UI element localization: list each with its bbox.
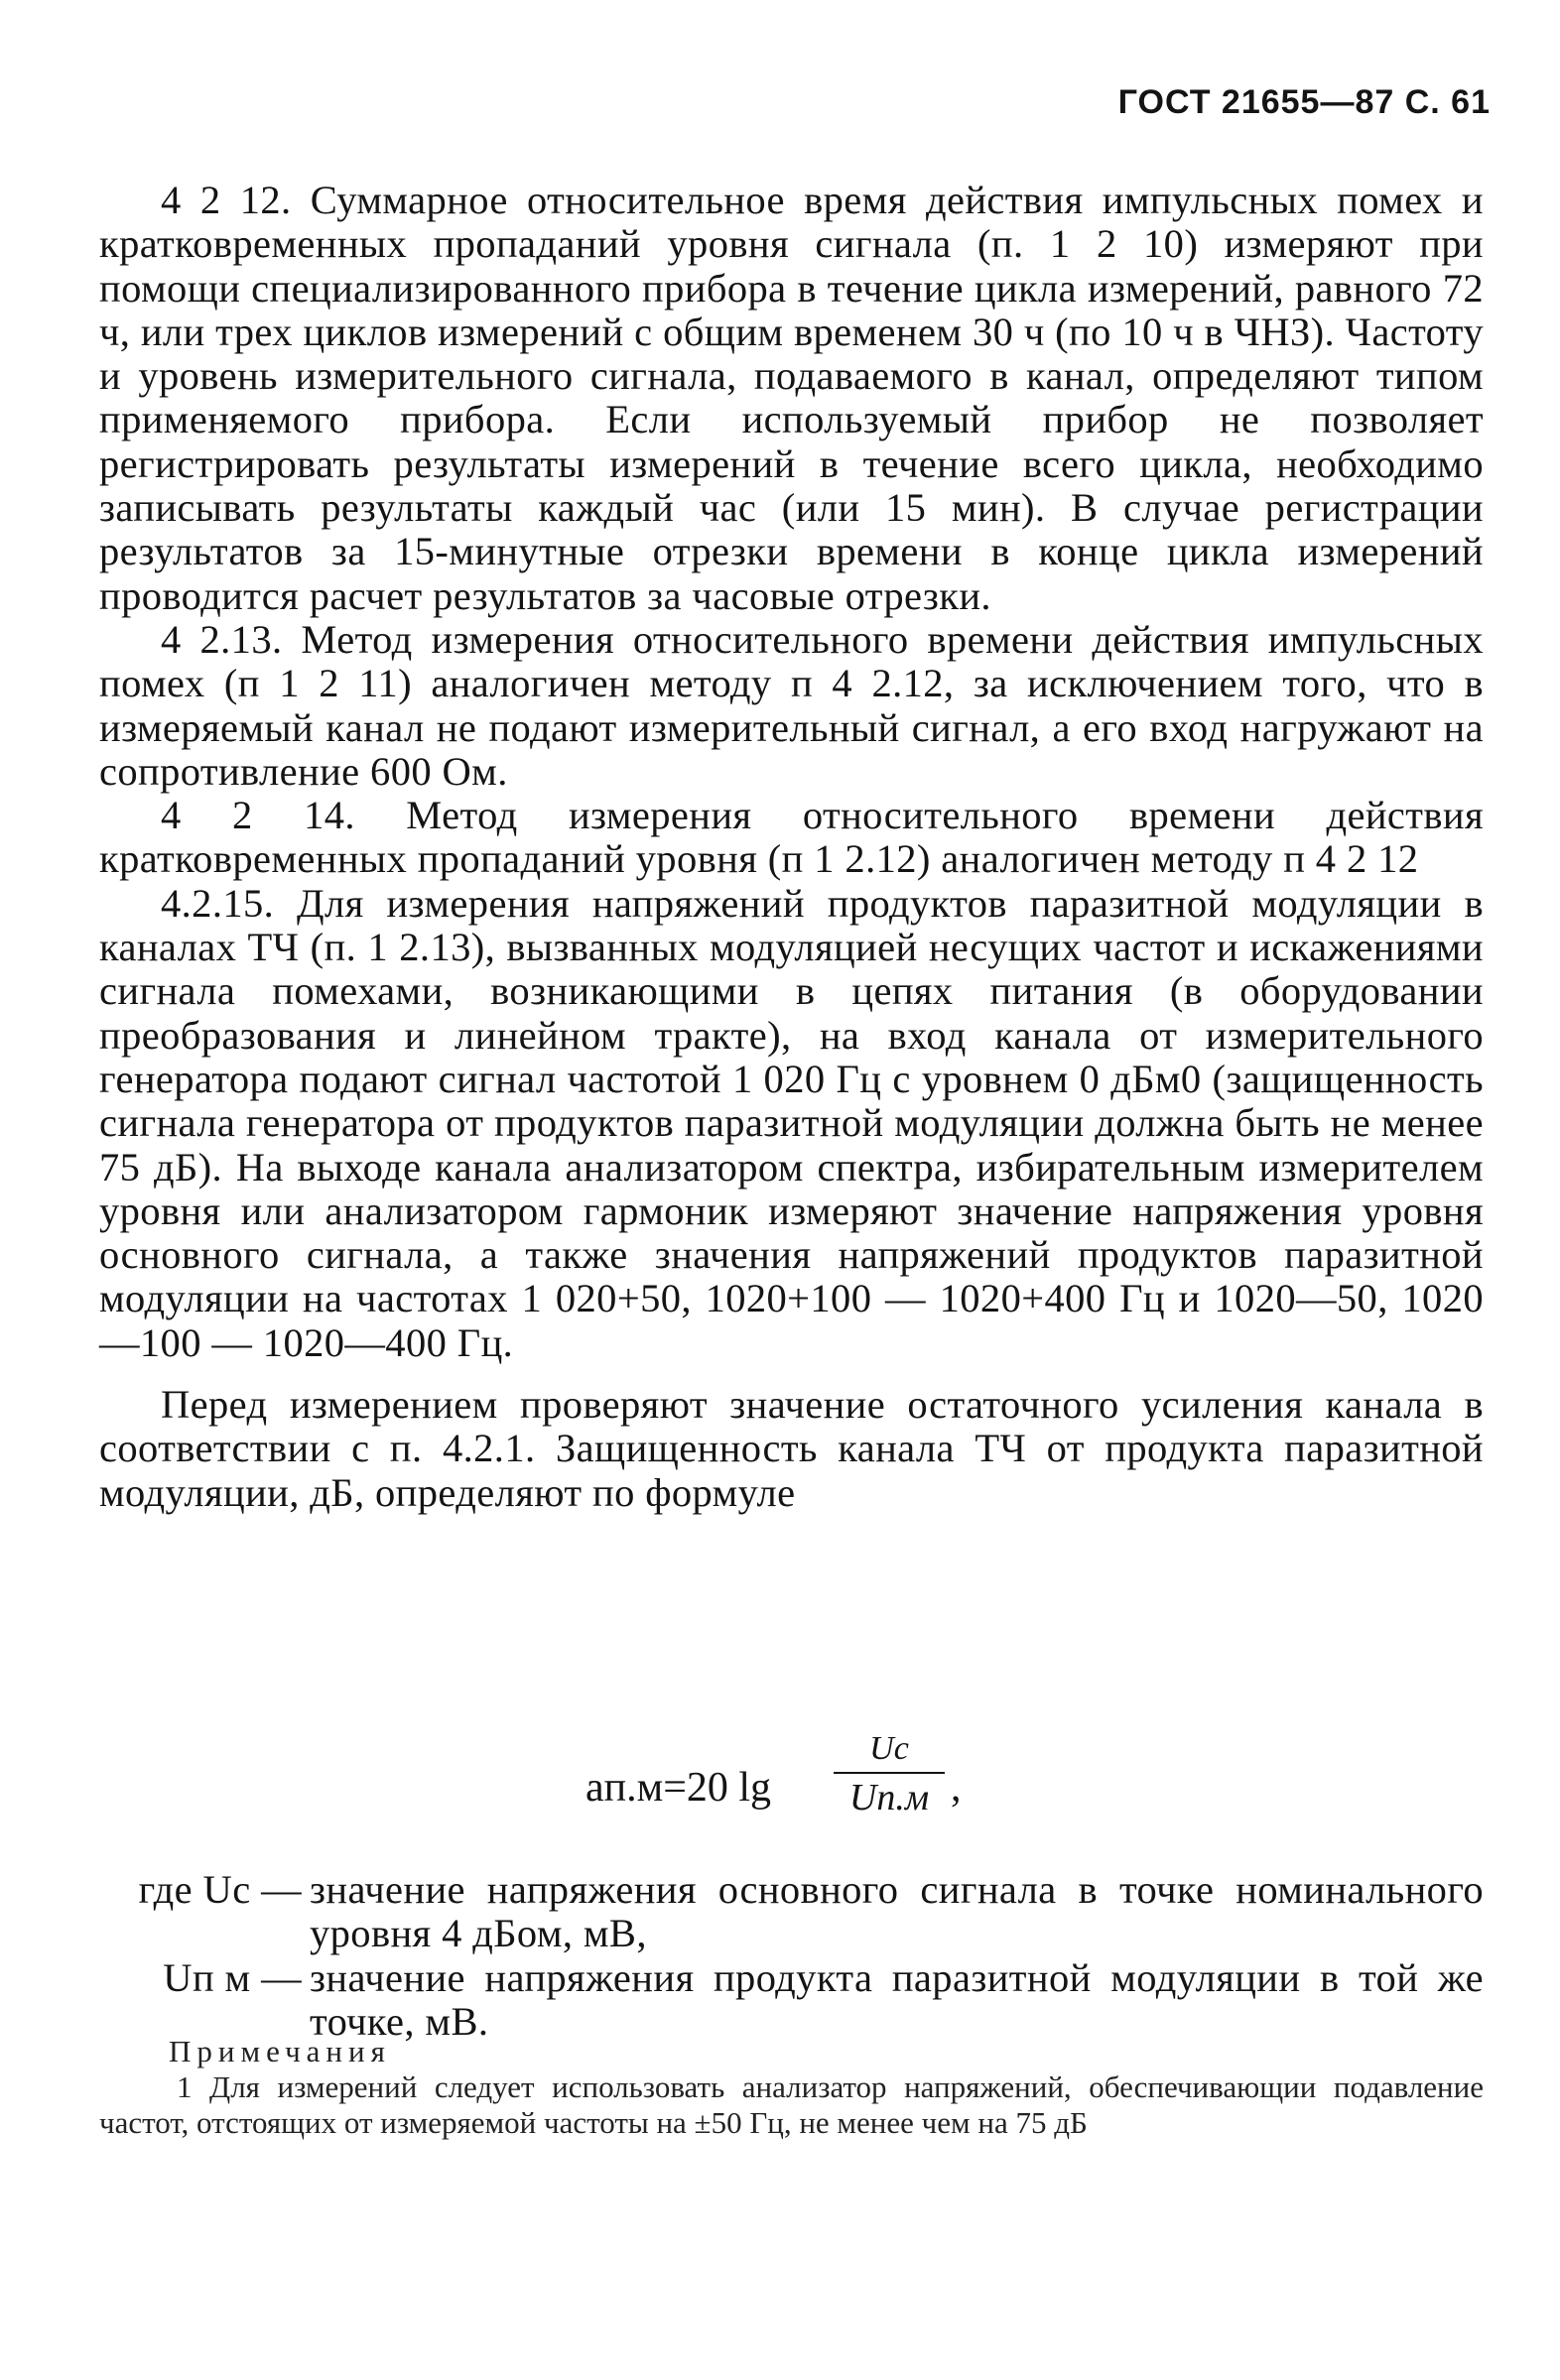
paragraph-4-2-12: 4 2 12. Суммарное относительное время действия импульсных помех и кратковременных пропаданий уровня сигнала (п. 1 2 10) измеряют при помощи специализированного прибора в течение цикла измерений, равного 72 ч, или трех циклов измерений с общим временем 30 ч (по 10 ч в ЧНЗ). Частоту и уровень измерительного сигнала, подаваемого в канал, определяют типом применяемого прибора. Если используемый прибор не позволяет регистрировать результаты измерений в течение всего цикла, необходимо записывать результаты каждый час (или 15 мин). В случае регистрации результатов за 15-минутные отрезки времени в конце цикла измерений проводится расчет результатов за часовые отрезки. [99, 178, 1484, 618]
formula-lhs: aп.м=20 lg [585, 1765, 772, 1811]
note-item: 1 Для измерений следует использовать анализатор напряжений, обеспечивающии подавление частот, отстоящих от измеряемой частоты на ±50 Гц, не менее чем на 75 дБ [99, 2069, 1484, 2140]
notes-title: Примечания [169, 2034, 391, 2068]
page-header: ГОСТ 21655—87 С. 61 [1117, 83, 1491, 121]
paragraph-formula-intro: Перед измерением проверяют значение остаточного усиления канала в соответствии с п. 4.2.1. Защищенность канала ТЧ от продукта паразитной модуляции, дБ, определяют по формуле [99, 1382, 1484, 1515]
definition-term: Uп м — [163, 1954, 302, 2000]
paragraph-4-2-13: 4 2.13. Метод измерения относительного времени действия импульсных помех (п 1 2 11) аналогичен методу п 4 2.12, за исключением того, что в измеряемый канал не подают измерительный сигнал, а его вход нагружают на сопротивление 600 Ом. [99, 616, 1484, 794]
definition-row [99, 1868, 1484, 1956]
definition-text: значение напряжения продукта паразитной модуляции в той же точке, мВ. [310, 1954, 1484, 2044]
formula-denominator: Uп.м [848, 1777, 930, 1818]
formula [585, 1726, 1102, 1845]
document-body [99, 179, 1484, 1515]
definition-term: где Uс — [138, 1867, 302, 1912]
formula-trail: , [951, 1765, 962, 1811]
variable-definitions [99, 1868, 1484, 2044]
definition-text: значение напряжения основного сигнала в точке номинального уровня 4 дБом, мВ, [310, 1867, 1484, 1956]
notes-section [99, 2034, 1484, 2141]
definition-row [99, 1956, 1484, 2045]
formula-fraction [830, 1726, 949, 1821]
formula-numerator: Uc [869, 1730, 909, 1767]
paragraph-4-2-15: 4.2.15. Для измерения напряжений продуктов паразитной модуляции в каналах ТЧ (п. 1 2.13), вызванных модуляцией несущих частот и искажениями сигнала помехами, возникающими в цепях питания (в оборудовании преобразования и линейном тракте), на вход канала от измерительного генератора подают сигнал частотой 1 020 Гц с уровнем 0 дБм0 (защищенность сигнала генератора от продуктов паразитной модуляции должна быть не менее 75 дБ). На выходе канала анализатором спектра, избирательным измерителем уровня или анализатором гармоник измеряют значение напряжения уровня основного сигнала, а также значения напряжений продуктов паразитной модуляции на частотах 1 020+50, 1020+100 — 1020+400 Гц и 1020—50, 1020—100 — 1020—400 Гц. [99, 880, 1484, 1365]
paragraph-4-2-14: 4 2 14. Метод измерения относительного времени действия кратковременных пропаданий уровня (п 1 2.12) аналогичен методу п 4 2 12 [99, 793, 1484, 882]
